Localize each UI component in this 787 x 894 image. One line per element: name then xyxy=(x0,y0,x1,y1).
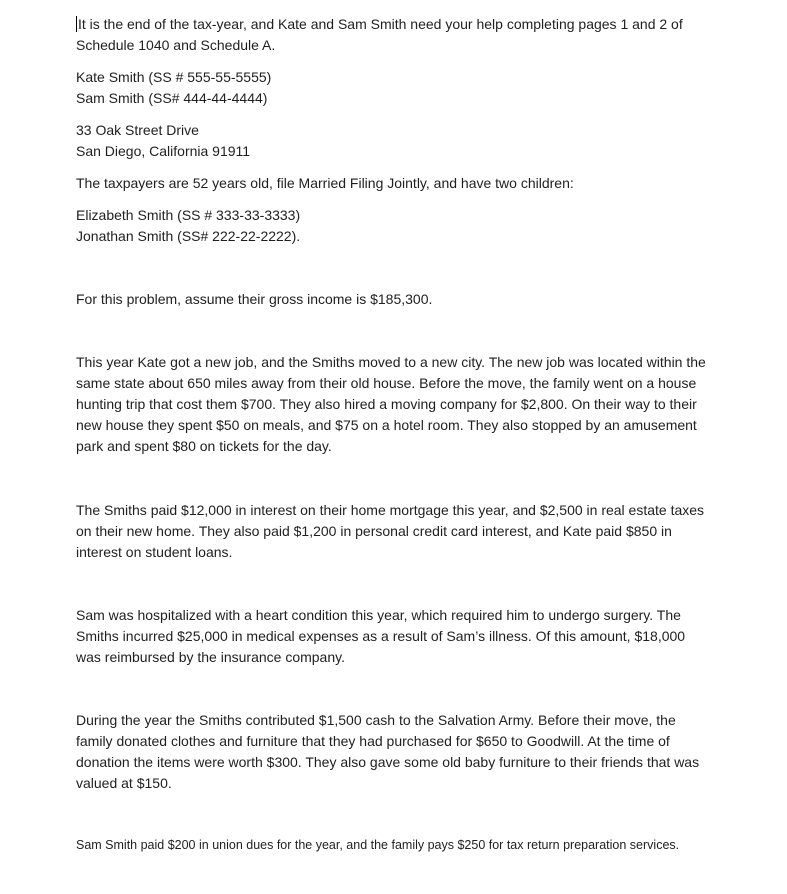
moving-paragraph: This year Kate got a new job, and the Smiths moved to a new city. The new job was located within the same state about 650 miles away from their old house. Before the move, the family went on a house hunting trip that cost them $700. They also hired a moving company for $2,800. On their way to their new house they spent $50 on meals, and $75 on a hotel room. They also stopped by an amusement park and spent $80 on tickets for the day. xyxy=(76,354,706,454)
children-block xyxy=(76,205,706,247)
intro-text: It is the end of the tax-year, and Kate and Sam Smith need your help completing pages 1 and 2 of Schedule 1040 and Schedule A. xyxy=(76,16,683,53)
taxpayer-kate: Kate Smith (SS # 555-55-5555) xyxy=(76,69,272,85)
child-jonathan: Jonathan Smith (SS# 222-22-2222). xyxy=(76,228,301,244)
taxpayer-sam: Sam Smith (SS# 444-44-4444) xyxy=(76,90,268,106)
address-street: 33 Oak Street Drive xyxy=(76,122,199,138)
other-expenses-paragraph: Sam Smith paid $200 in union dues for the year, and the family pays $250 for tax return preparation services. xyxy=(76,838,680,852)
address-block xyxy=(76,120,706,162)
gross-income-paragraph: For this problem, assume their gross income is $185,300. xyxy=(76,291,433,307)
address-city: San Diego, California 91911 xyxy=(76,143,251,159)
taxpayers-block xyxy=(76,67,706,109)
charity-paragraph: During the year the Smiths contributed $1,500 cash to the Salvation Army. Before their move, the family donated clothes and furniture that they had purchased for $650 to Goodwill. At the time of donation the items were worth $300. They also gave some old baby furniture to their friends that was valued at $150. xyxy=(76,712,700,791)
medical-paragraph: Sam was hospitalized with a heart condition this year, which required him to undergo surgery. The Smiths incurred $25,000 in medical expenses as a result of Sam’s illness. Of this amount, $18,000 was reimbursed by the insurance company. xyxy=(76,607,686,665)
text-cursor xyxy=(76,16,77,32)
filing-status-paragraph: The taxpayers are 52 years old, file Married Filing Jointly, and have two children: xyxy=(76,175,574,191)
child-elizabeth: Elizabeth Smith (SS # 333-33-3333) xyxy=(76,207,301,223)
intro-paragraph xyxy=(76,14,706,56)
interest-paragraph: The Smiths paid $12,000 in interest on their home mortgage this year, and $2,500 in real estate taxes on their new home. They also paid $1,200 in personal credit card interest, and Kate paid $850 in interest on student loans. xyxy=(76,502,705,560)
